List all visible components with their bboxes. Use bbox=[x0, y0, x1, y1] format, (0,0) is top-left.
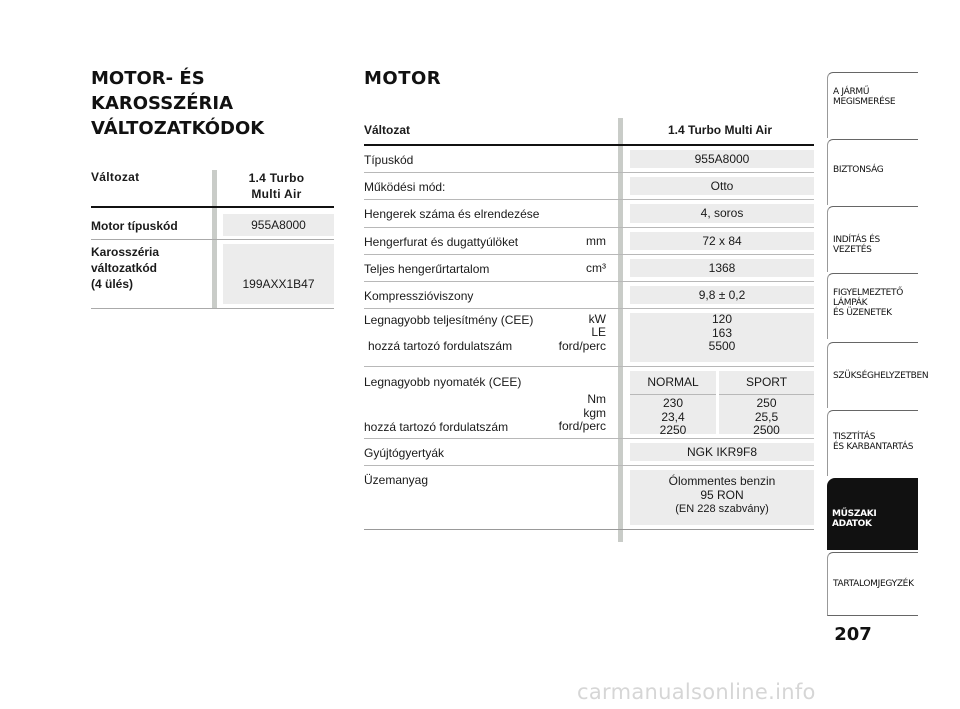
value-line: (EN 228 szabvány) bbox=[675, 503, 769, 516]
header-label: Változat bbox=[91, 170, 140, 184]
row-label: Legnagyobb teljesítmény (CEE) bbox=[364, 313, 534, 328]
row-subunit: ford/perc bbox=[558, 419, 606, 434]
tab-safety[interactable] bbox=[827, 139, 918, 205]
header-label: Változat bbox=[364, 123, 411, 137]
value-line: Ólommentes benzin bbox=[668, 474, 776, 489]
tab-emergency[interactable] bbox=[827, 342, 929, 408]
unit-line: kgm bbox=[583, 405, 606, 420]
table-row bbox=[91, 208, 334, 240]
torque-sport-column bbox=[719, 371, 814, 438]
row-label: Üzemanyag bbox=[364, 473, 429, 488]
row-label bbox=[91, 244, 159, 292]
row-label: Motor típuskód bbox=[91, 219, 178, 233]
table-row-torque bbox=[364, 367, 814, 439]
tab-warning-lights[interactable] bbox=[827, 273, 918, 339]
tab-label: MEGISMERÉSE bbox=[833, 97, 896, 107]
section-title-engine: MOTOR bbox=[364, 68, 442, 89]
tab-index[interactable] bbox=[827, 552, 918, 616]
row-label: Hengerek száma és elrendezése bbox=[364, 207, 540, 222]
unit-line: kW bbox=[588, 312, 606, 327]
row-value: 9,8 ± 0,2 bbox=[630, 286, 814, 304]
tab-label: INDÍTÁS ÉS VEZETÉS bbox=[833, 235, 880, 255]
row-value: Otto bbox=[630, 177, 814, 195]
row-label-line: változatkód bbox=[91, 261, 158, 275]
value-line: 25,5 bbox=[754, 409, 779, 424]
tab-label: MŰSZAKI ADATOK bbox=[832, 509, 877, 529]
row-value: 4, soros bbox=[630, 204, 814, 222]
header-value bbox=[219, 170, 334, 202]
unit-line: Nm bbox=[587, 392, 606, 407]
value-line: 2250 bbox=[659, 423, 687, 438]
row-label-line: (4 ülés) bbox=[91, 277, 134, 291]
value-line: 95 RON bbox=[700, 488, 744, 503]
tab-maintenance[interactable] bbox=[827, 410, 918, 476]
row-sublabel: hozzá tartozó fordulatszám bbox=[364, 420, 509, 435]
page-number: 207 bbox=[834, 624, 872, 645]
table-row bbox=[364, 146, 814, 173]
watermark: carmanualsonline.info bbox=[577, 680, 816, 704]
tab-label: BIZTONSÁG bbox=[833, 165, 884, 175]
title-line: MOTOR- ÉS bbox=[91, 68, 205, 89]
table-row bbox=[364, 439, 814, 466]
row-value: 955A8000 bbox=[223, 214, 334, 236]
tab-label: A JÁRMŰ bbox=[833, 87, 870, 97]
table-row bbox=[364, 282, 814, 309]
row-value: 955A8000 bbox=[630, 150, 814, 168]
tab-label: FIGYELMEZTETŐ bbox=[833, 288, 904, 298]
tab-label: TISZTÍTÁS bbox=[833, 432, 876, 442]
header-value: 1.4 Turbo Multi Air bbox=[668, 123, 772, 137]
row-unit bbox=[554, 313, 606, 339]
engine-table bbox=[364, 118, 814, 530]
row-label: Hengerfurat és dugattyúlöket bbox=[364, 234, 519, 249]
table-header bbox=[364, 118, 814, 146]
table-row bbox=[364, 228, 814, 255]
table-row bbox=[364, 173, 814, 200]
value-line: 2500 bbox=[753, 423, 780, 438]
tab-vehicle-overview[interactable] bbox=[827, 72, 918, 138]
value-line: 250 bbox=[756, 396, 777, 411]
value-line: 163 bbox=[711, 325, 733, 340]
header-value-line: 1.4 Turbo bbox=[248, 171, 305, 185]
row-value: NGK IKR9F8 bbox=[630, 443, 814, 461]
row-label-line: Karosszéria bbox=[91, 245, 160, 259]
table-row bbox=[91, 240, 334, 309]
section-title-codes bbox=[91, 66, 331, 141]
unit-line: LE bbox=[591, 325, 606, 340]
row-label: Teljes hengerűrtartalom bbox=[364, 261, 490, 276]
tab-label: LÁMPÁK bbox=[833, 298, 868, 308]
value-line: 230 bbox=[662, 396, 684, 411]
title-line: VÁLTOZATKÓDOK bbox=[91, 118, 265, 139]
table-header bbox=[91, 168, 334, 208]
value-line: 23,4 bbox=[661, 409, 685, 424]
table-row bbox=[364, 255, 814, 282]
codes-table bbox=[91, 168, 334, 309]
column-values bbox=[630, 397, 716, 438]
tab-label: ÉS KARBANTARTÁS bbox=[833, 442, 914, 452]
header-value-line: Multi Air bbox=[251, 187, 302, 201]
row-label: Gyújtógyertyák bbox=[364, 446, 445, 461]
table-row bbox=[364, 200, 814, 227]
row-unit bbox=[514, 393, 606, 420]
row-unit: mm bbox=[586, 233, 606, 248]
row-unit: cm³ bbox=[586, 260, 606, 275]
row-value bbox=[630, 470, 814, 525]
row-value: 1368 bbox=[630, 259, 814, 277]
value-line: 120 bbox=[711, 312, 733, 327]
tab-label: ÉS ÜZENETEK bbox=[833, 308, 892, 318]
row-label: Működési mód: bbox=[364, 180, 446, 195]
column-header: SPORT bbox=[719, 375, 814, 395]
row-label: Kompresszióviszony bbox=[364, 288, 474, 303]
row-value bbox=[630, 313, 814, 362]
table-row-power bbox=[364, 309, 814, 367]
tab-label: TARTALOMJEGYZÉK bbox=[833, 579, 914, 589]
row-sublabel: hozzá tartozó fordulatszám bbox=[368, 339, 513, 354]
row-subunit: ford/perc bbox=[558, 339, 606, 354]
title-line: KAROSSZÉRIA bbox=[91, 93, 233, 114]
row-label: Típuskód bbox=[364, 153, 414, 167]
row-value: 72 x 84 bbox=[630, 232, 814, 250]
tab-technical-data[interactable] bbox=[827, 478, 918, 550]
row-label: Legnagyobb nyomaték (CEE) bbox=[364, 375, 522, 390]
column-values bbox=[719, 397, 814, 438]
row-value: 199AXX1B47 bbox=[223, 244, 334, 304]
table-row-fuel bbox=[364, 466, 814, 530]
torque-normal-column bbox=[630, 371, 716, 438]
column-header: NORMAL bbox=[630, 375, 716, 395]
tab-starting-driving[interactable] bbox=[827, 206, 918, 272]
value-line: 5500 bbox=[708, 339, 736, 354]
tab-label: SZÜKSÉGHELYZETBEN bbox=[833, 371, 929, 381]
